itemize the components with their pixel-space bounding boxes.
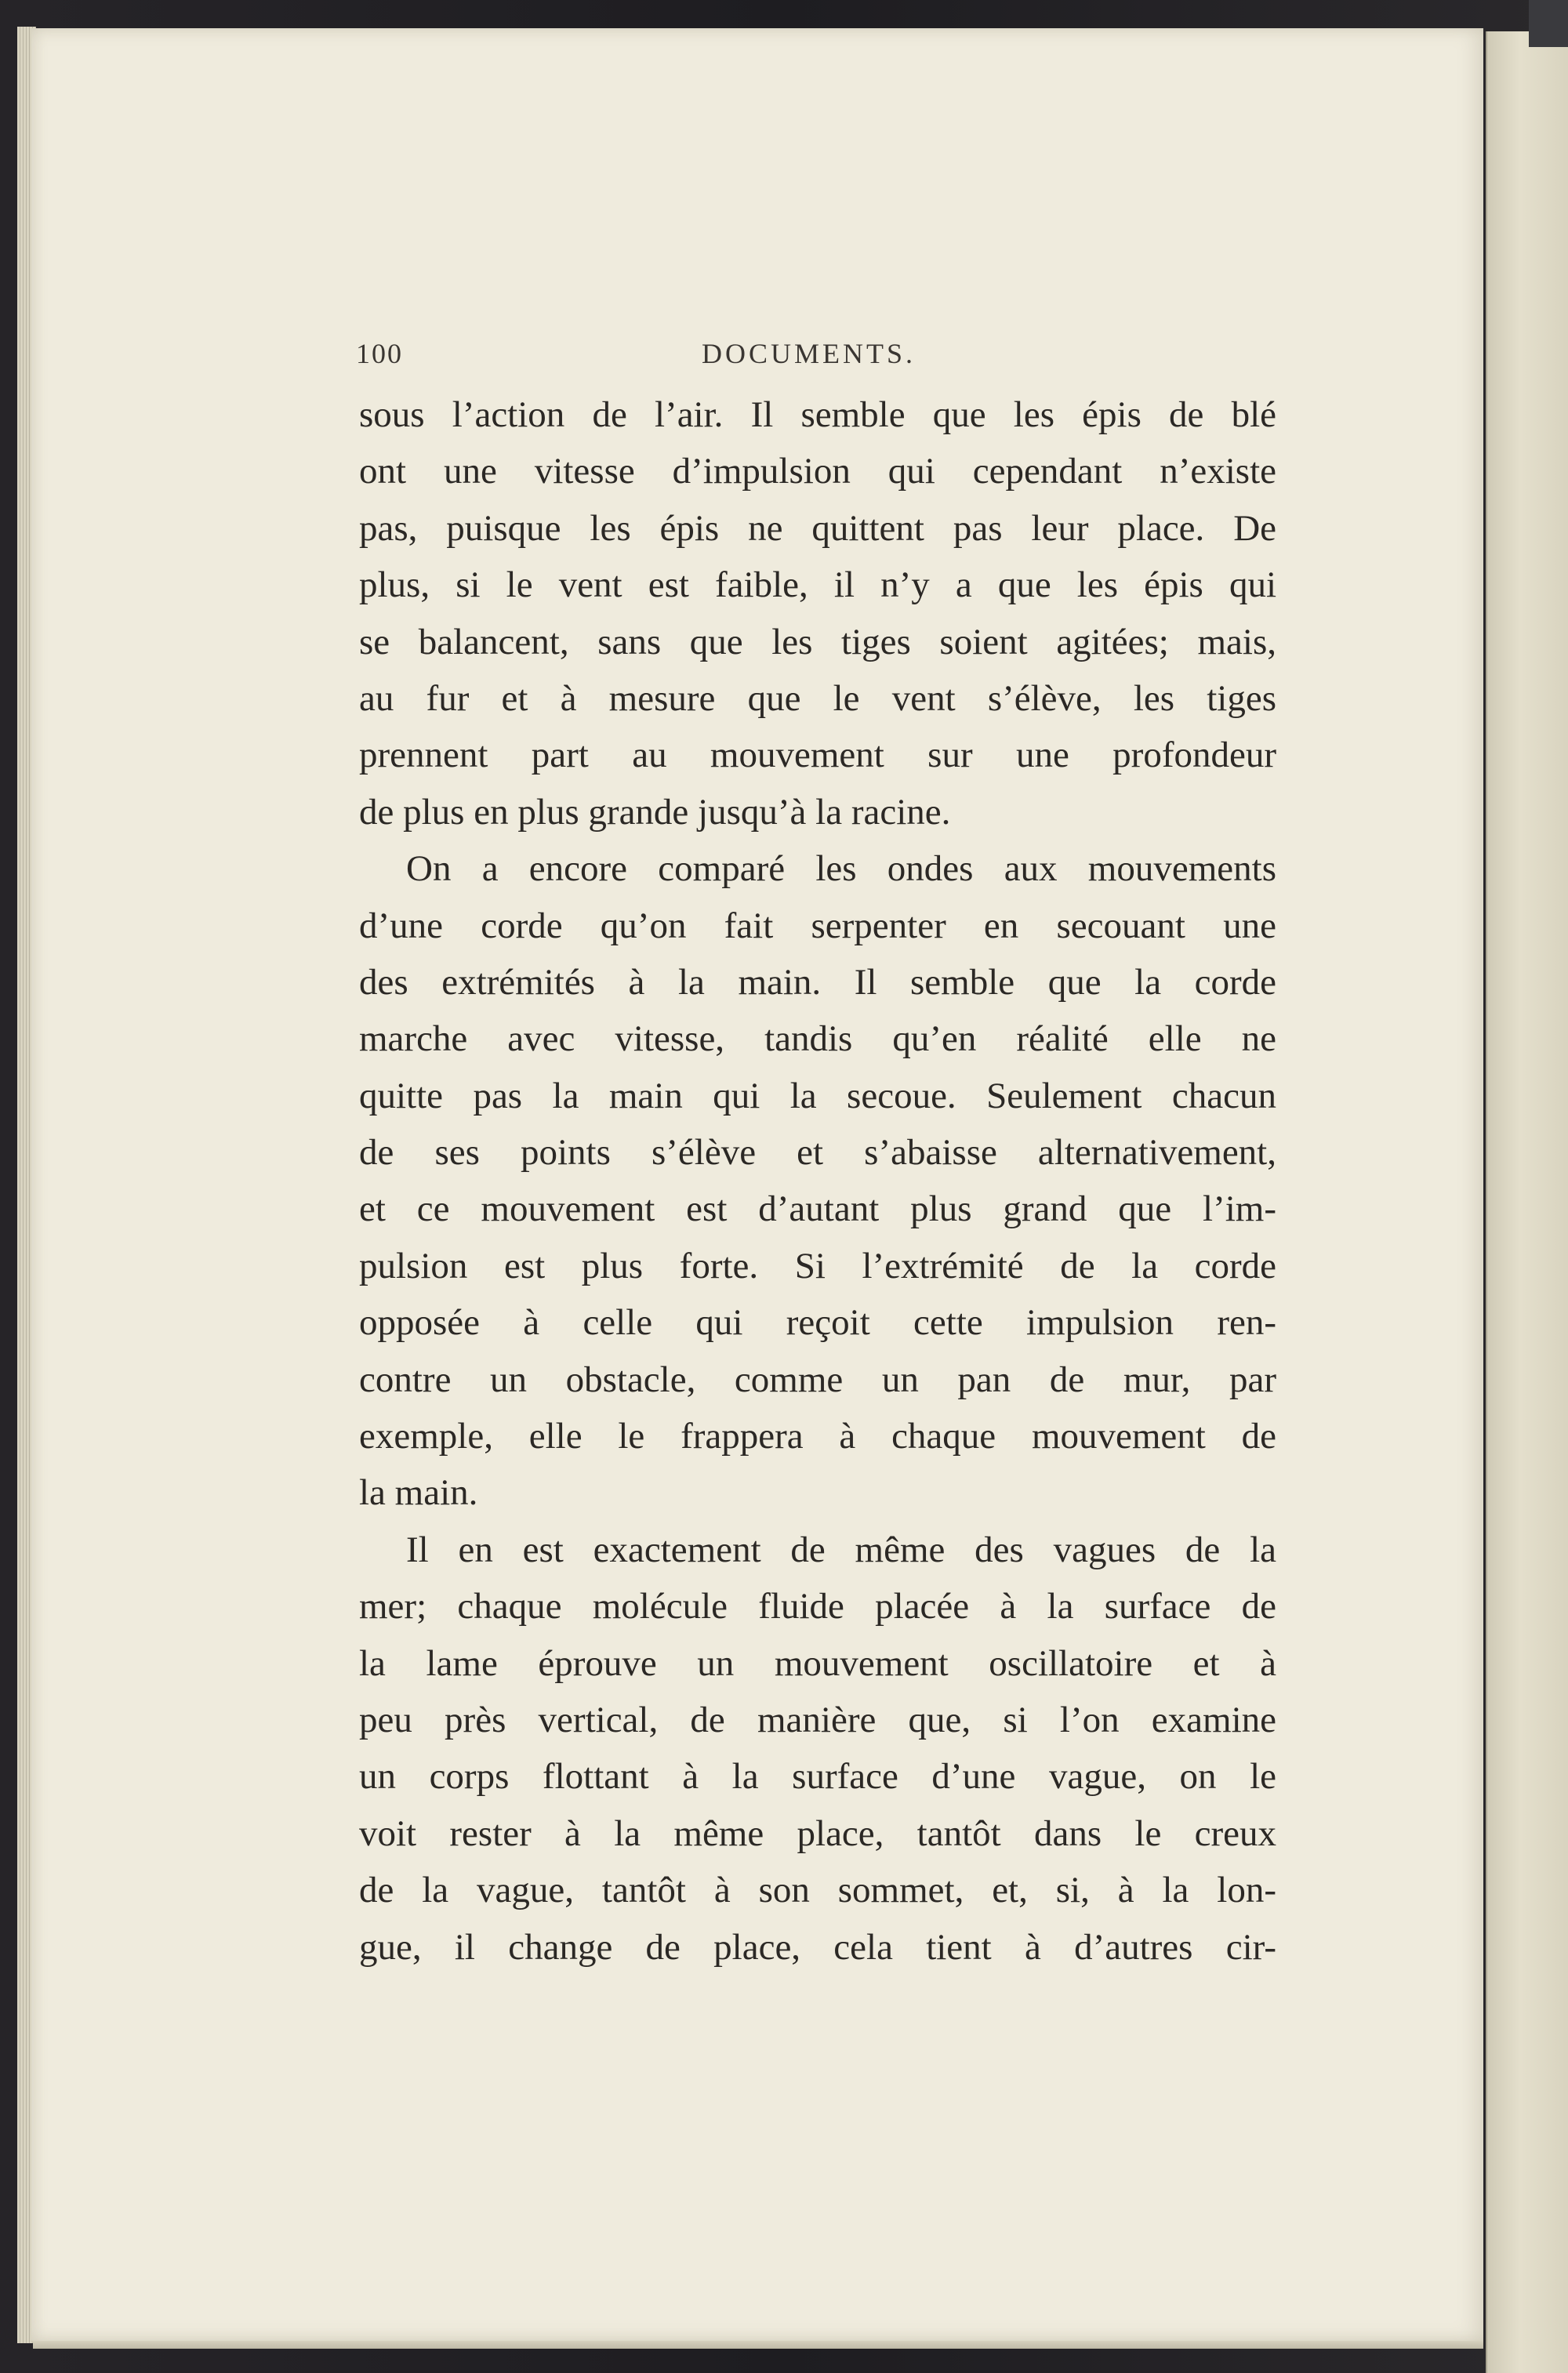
text-line: pulsion est plus forte. Si l’extrémité de la corde [359,1245,1276,1286]
text-line: contre un obstacle, comme un pan de mur, par [359,1359,1276,1400]
text-line: des extrémités à la main. Il semble que la corde [359,961,1276,1003]
text-line: et ce mouvement est d’autant plus grand que l’im- [359,1188,1276,1230]
text-line: se balancent, sans que les tiges soient agitées; mais, [359,621,1276,662]
text-line: prennent part au mouvement sur une profondeur [359,735,1276,776]
page-bottom-edge [33,2341,1483,2349]
binding-strip [1529,0,1568,47]
page-header [353,337,1276,383]
text-line: voit rester à la même place, tantôt dans le creux [359,1812,1276,1854]
text-line: d’une corde qu’on fait serpenter en secouant une [359,905,1276,946]
text-line: la main. [359,1472,478,1514]
text-line: Il en est exactement de même des vagues de la [406,1529,1276,1570]
text-line: pas, puisque les épis ne quittent pas leur place. De [359,507,1276,549]
text-line: opposée à celle qui reçoit cette impulsion ren- [359,1302,1276,1344]
body-text [359,386,1276,1976]
text-line: au fur et à mesure que le vent s’élève, les tiges [359,677,1276,719]
text-line: de ses points s’élève et s’abaisse alternativement, [359,1132,1276,1174]
paragraph [359,840,1276,1522]
text-line: de plus en plus grande jusqu’à la racine. [359,791,951,833]
text-line: sous l’action de l’air. Il semble que les épis de blé [359,394,1276,435]
text-line: un corps flottant à la surface d’une vague, on le [359,1756,1276,1798]
text-line: quitte pas la main qui la secoue. Seulement chacun [359,1075,1276,1116]
text-line: ont une vitesse d’impulsion qui cependant n’existe [359,451,1276,492]
text-line: gue, il change de place, cela tient à d’autres cir- [359,1926,1276,1968]
text-line: la lame éprouve un mouvement oscillatoire et à [359,1642,1276,1684]
text-line: On a encore comparé les ondes aux mouvements [406,848,1276,890]
paragraph [359,1522,1276,1976]
paragraph [359,386,1276,840]
text-line: plus, si le vent est faible, il n’y a que les épis qui [359,564,1276,606]
text-line: exemple, elle le frappera à chaque mouvement de [359,1416,1276,1457]
page-number: 100 [356,338,403,369]
text-line: peu près vertical, de manière que, si l’on examine [359,1699,1276,1740]
text-line: marche avec vitesse, tandis qu’en réalité elle ne [359,1018,1276,1060]
facing-page-edge [1486,31,1568,2373]
running-head: DOCUMENTS. [702,338,916,369]
text-line: de la vague, tantôt à son sommet, et, si, à la lon- [359,1870,1276,1911]
text-line: mer; chaque molécule fluide placée à la surface de [359,1586,1276,1627]
